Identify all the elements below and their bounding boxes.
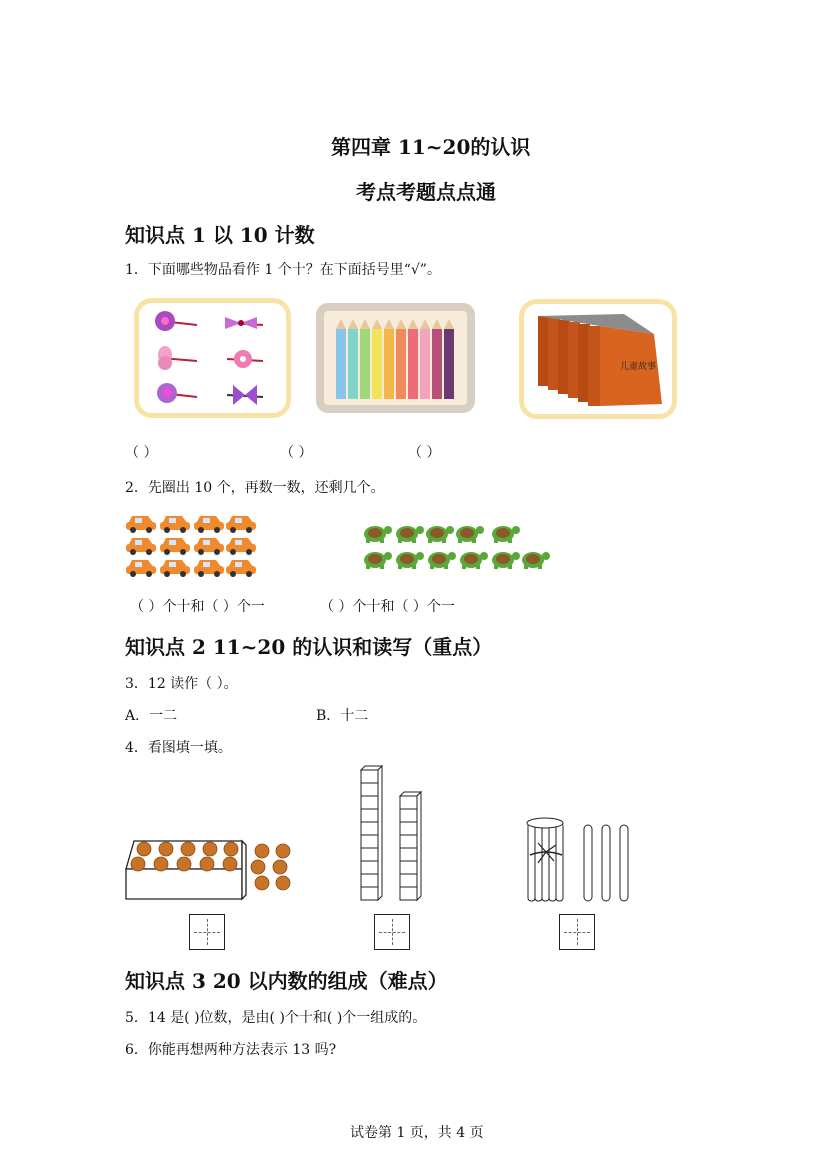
cube-towers-icon	[358, 764, 422, 904]
question-5-text: 5．14 是( )位数，是由( )个十和( )个一组成的。	[125, 1010, 427, 1026]
stick-bundle-icon	[524, 815, 632, 903]
cars-icon	[124, 508, 259, 578]
question-4-text: 4．看图填一填。	[125, 740, 232, 756]
answer-blank-pencils[interactable]: （ ）	[280, 445, 313, 461]
answer-blank-books[interactable]: （ ）	[408, 445, 441, 461]
question-2-text: 2．先圈出 10 个，再数一数，还剩几个。	[125, 480, 385, 496]
hairclips-icon	[139, 303, 286, 413]
books-picture	[519, 299, 677, 419]
q2-answer-turtles[interactable]: （ ）个十和（ ）个一	[320, 599, 455, 615]
answer-blank-hairclips[interactable]: （ ）	[125, 445, 158, 461]
section-heading-3: 知识点 3 20 以内数的组成（难点）	[125, 969, 448, 993]
turtles-icon	[362, 518, 557, 574]
question-1-text: 1．下面哪些物品看作 1 个十？在下面括号里“√”。	[125, 262, 441, 278]
section-heading-1: 知识点 1 以 10 计数	[125, 223, 315, 247]
cookie-tray-icon	[124, 833, 296, 903]
book-label: 儿童故事	[620, 362, 657, 372]
section-heading-2: 知识点 2 11~20 的认识和读写（重点）	[125, 635, 493, 659]
colored-pencils-icon	[324, 311, 467, 405]
page-title: 第四章 11~20的认识	[331, 135, 531, 159]
q2-answer-cars[interactable]: （ ）个十和（ ）个一	[130, 599, 265, 615]
hairclips-picture	[134, 298, 291, 418]
question-6-text: 6．你能再想两种方法表示 13 吗?	[125, 1042, 337, 1058]
page-footer: 试卷第 1 页，共 4 页	[350, 1125, 484, 1141]
q3-option-b[interactable]: B．十二	[316, 708, 369, 724]
pencils-picture	[316, 303, 475, 413]
page-subtitle: 考点考题点点通	[356, 180, 496, 204]
answer-grid-3[interactable]	[559, 914, 595, 950]
q3-option-a[interactable]: A．一二	[125, 708, 178, 724]
answer-grid-2[interactable]	[374, 914, 410, 950]
answer-grid-1[interactable]	[189, 914, 225, 950]
question-3-text: 3．12 读作（ ）。	[125, 676, 238, 692]
